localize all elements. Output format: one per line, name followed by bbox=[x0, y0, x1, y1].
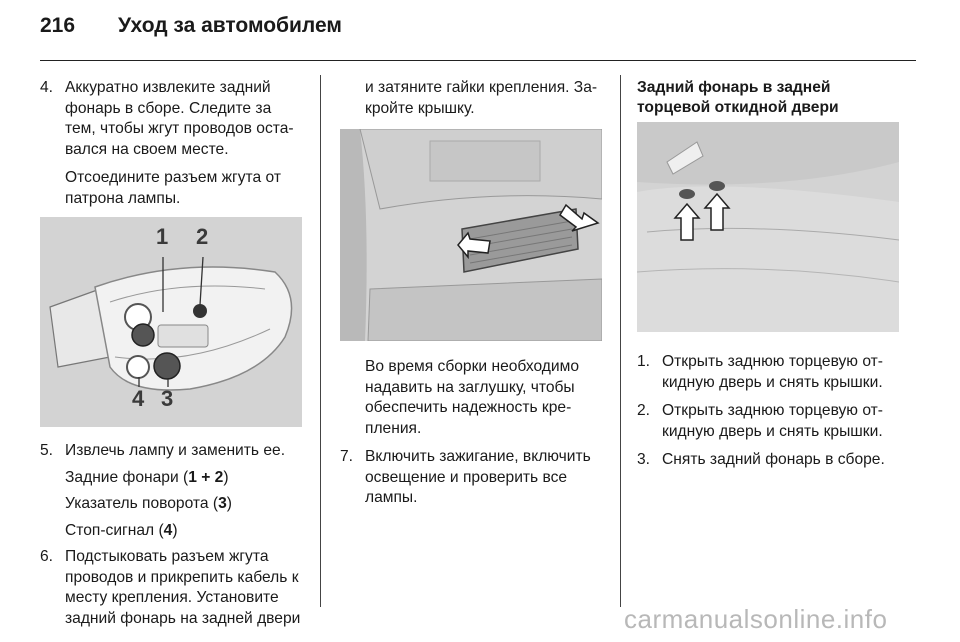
header-rule bbox=[40, 60, 916, 61]
step-text: Подстыковать разъем жгута проводов и прикрепить кабель к месту крепления. Установите задний фонарь на задней двери bbox=[65, 548, 301, 627]
tail-lamp-figure bbox=[40, 217, 302, 427]
step-text: Аккуратно извлеките задний фонарь в сборе. Следите за тем, чтобы жгут проводов оста-вался на своем месте. bbox=[65, 79, 294, 158]
tailgate-illustration bbox=[637, 122, 899, 332]
tailgate-step-1 bbox=[637, 352, 899, 393]
section-heading: Задний фонарь в задней торцевой откидной двери bbox=[637, 79, 839, 116]
trunk-cover-illustration bbox=[340, 129, 602, 341]
step-text: Открыть заднюю торцевую от-кидную дверь и снять крышки. bbox=[662, 402, 883, 440]
step-6 bbox=[40, 547, 302, 629]
tailgate-step-3 bbox=[637, 450, 899, 471]
tailgate-step-2 bbox=[637, 401, 899, 442]
page-title: Уход за автомобилем bbox=[118, 14, 342, 37]
step-number: 3. bbox=[637, 451, 651, 468]
step-number: 1. bbox=[637, 353, 651, 370]
figure-note: Во время сборки необходимо надавить на заглушку, чтобы обеспечить надежность кре-пления. bbox=[365, 358, 579, 437]
column-1 bbox=[40, 78, 302, 637]
step-number: 6. bbox=[40, 548, 54, 565]
figure-label-2: 2 bbox=[196, 224, 209, 249]
brake-light-line: Стоп-сигнал (4) bbox=[65, 521, 178, 539]
step-text: Включить зажигание, включить освещение и проверить все лампы. bbox=[365, 448, 591, 506]
column-divider bbox=[620, 75, 621, 607]
column-2 bbox=[340, 78, 602, 517]
step-number: 7. bbox=[340, 448, 354, 465]
step-6-continuation: и затяните гайки крепления. За-кройте крышку. bbox=[365, 79, 598, 117]
rear-lamps-line: Задние фонари (1 + 2) bbox=[65, 468, 229, 486]
cover-figure bbox=[340, 129, 602, 341]
step-number: 2. bbox=[637, 402, 651, 419]
step-text: Извлечь лампу и заменить ее. bbox=[65, 442, 286, 459]
step-7 bbox=[340, 447, 602, 509]
step-4 bbox=[40, 78, 302, 160]
step-number: 5. bbox=[40, 442, 54, 459]
page-number: 216 bbox=[40, 14, 76, 37]
step-text: Открыть заднюю торцевую от-кидную дверь и снять крышки. bbox=[662, 353, 883, 391]
step-5 bbox=[40, 441, 302, 462]
step-4-note: Отсоедините разъем жгута от патрона лампы. bbox=[65, 169, 281, 207]
step-text: Снять задний фонарь в сборе. bbox=[662, 451, 885, 468]
step-number: 4. bbox=[40, 79, 54, 96]
watermark: carmanualsonline.info bbox=[624, 604, 888, 634]
column-3 bbox=[637, 78, 899, 479]
figure-label-1: 1 bbox=[156, 224, 169, 249]
column-divider bbox=[320, 75, 321, 607]
turn-signal-line: Указатель поворота (3) bbox=[65, 495, 232, 512]
figure-label-3: 3 bbox=[161, 386, 174, 411]
tailgate-figure bbox=[637, 122, 899, 332]
figure-label-4: 4 bbox=[132, 386, 145, 411]
